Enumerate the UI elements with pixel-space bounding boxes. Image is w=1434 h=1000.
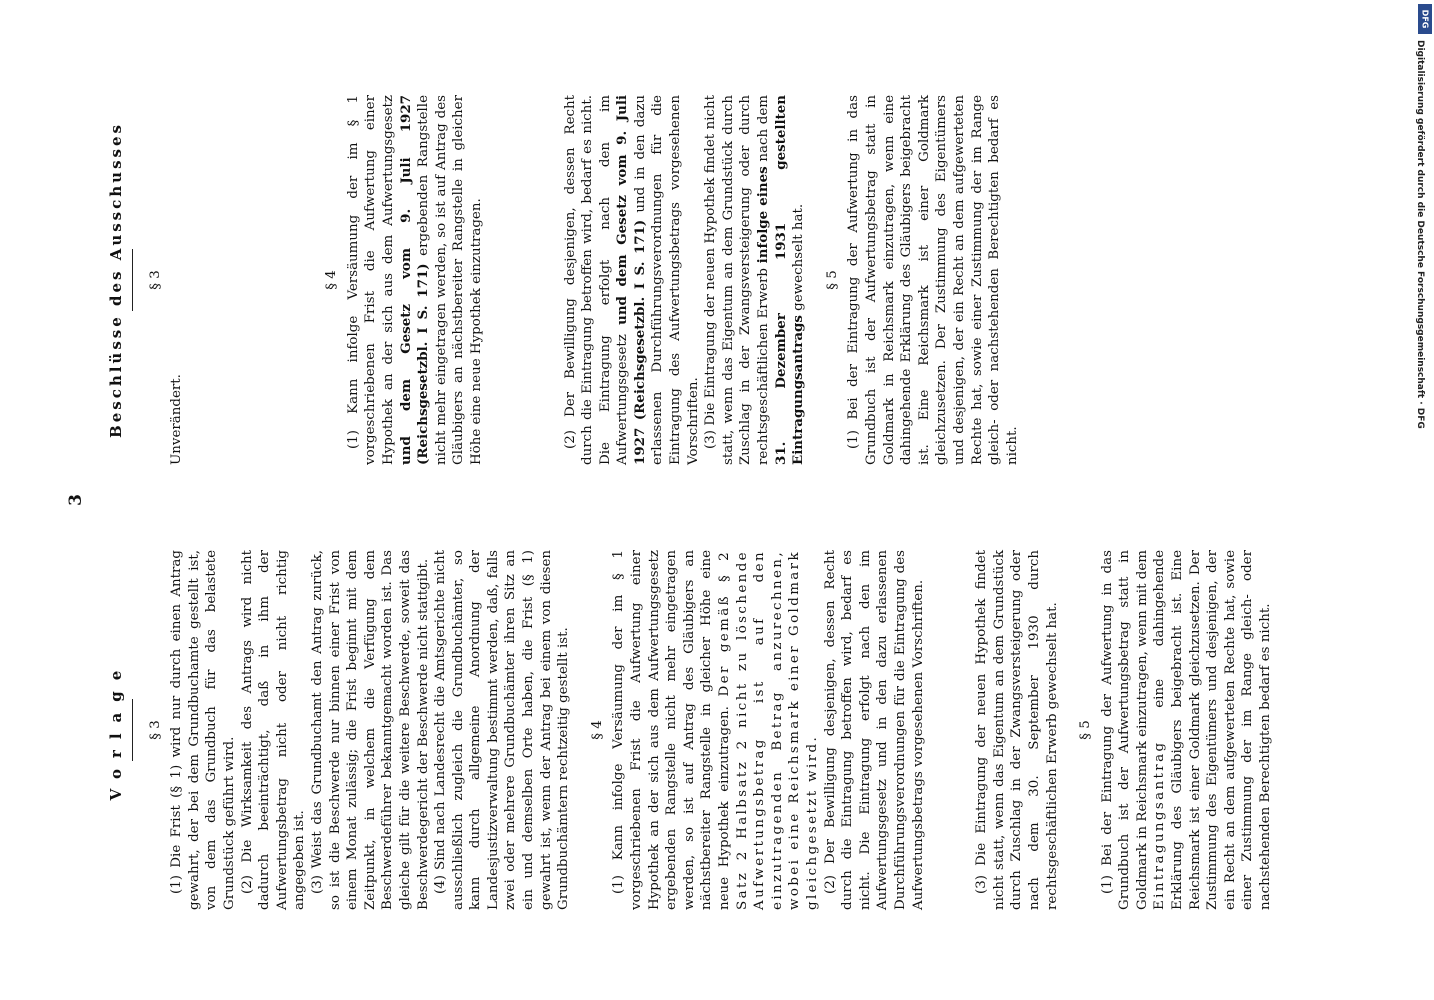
page-number: 3 [66, 494, 86, 506]
section-3-unchanged: Unverändert. [169, 374, 185, 465]
heading-rule [132, 249, 133, 311]
section-5-paragraph-1-text-a: (1) Bei der Eintragung der Aufwertung in das Grundbuch ist der Aufwertungsbetrag statt in Goldmark in Reichsmark einzutragen, wenn mit dem [1099, 550, 1150, 910]
section-4-paragraph-1-bold: und dem Gesetz vom 9. Juli 1927 (Reichsgesetzbl. I S. 171) [397, 95, 432, 465]
section-3-paragraph-3: (3) Weist das Grundbuchamt den Antrag zurück, so ist die Beschwerde nur binnen einer Frist von einem Monat zulässig; die Frist beginnt mit dem Zeitpunkt, in welchem die Verfügung dem Beschwerdeführer bekanntgemacht worden ist. Das gleiche gilt für die weitere Beschwerde, soweit das Beschwerdegericht der Beschwerde nicht stattgibt. [309, 550, 431, 910]
column-heading-vorlage: Vorlage [107, 659, 125, 801]
section-5-title: § 5 [824, 270, 840, 290]
section-4-paragraph-3-text-b: gewechselt hat. [791, 203, 807, 311]
digitization-credit-text: Digitalisierung gefördert durch die Deutsche Forschungsgemeinschaft · DFG [1415, 40, 1425, 429]
section-4-paragraph-1-text-b: ergebenden Rangstelle nicht mehr eingetragen werden, so ist auf Antrag des Gläubigers an nächstbereiter Rangstelle in gleicher Höhe eine neue Hypothek einzutragen. [416, 95, 484, 465]
section-5-paragraph-1: (1) Bei der Eintragung der Aufwertung in das Grundbuch ist der Aufwertungsbetrag statt in Goldmark in Reichsmark einzutragen, wenn eine dahingehende Erklärung des Gläubigers beigebracht ist. Eine Reichsmark ist einer Goldmark gleichzusetzen. Der Zustimmung des Eigentümers und desjenigen, der ein Recht an dem aufgewerteten Rechte hat, sowie einer Zustimmung der im Range gleich- oder nachstehenden Berechtigten bedarf es nicht. [846, 95, 1020, 465]
dfg-logo-text: DFG [1420, 9, 1430, 29]
section-4-paragraph-2 [562, 95, 703, 465]
section-5-title: § 5 [1078, 720, 1094, 740]
section-4-paragraph-3-text-mid: nach dem [756, 95, 772, 162]
dfg-logo-icon [1418, 4, 1432, 34]
column-heading-beschluesse: Beschlüsse des Ausschusses [107, 122, 125, 438]
section-4-paragraph-2: (2) Der Bewilligung desjenigen, dessen Recht durch die Eintragung betroffen wird, bedarf es nicht. Die Eintragung erfolgt nach den im Aufwertungsgesetz und in den dazu erlassenen Durchführungsverordnungen für die Eintragung des Aufwertungsbetrags vorgesehenen Vorschriften. [822, 550, 926, 910]
heading-rule [132, 699, 133, 761]
section-4-paragraph-1-text: (1) Kann infolge Versäumung der im § 1 vorgeschriebenen Frist die Aufwertung einer Hypothek an der sich aus dem Aufwertungsgesetz ergebenden Rangstelle nicht mehr eingetragen werden, so ist auf Antrag des Gläubigers an nächstbereiter Rangstelle in gleicher Höhe eine neue Hypothek einzutragen. [611, 550, 732, 910]
section-3-paragraph-4: (4) Sind nach Landesrecht die Amtsgerichte nicht ausschließlich zugleich die Grundbuchämter, so kann durch allgemeine Anordnung der Landesjustizverwaltung bestimmt werden, daß, falls zwei oder mehrere Grundbuchämter ihren Sitz an ein und demselben Orte haben, die Frist (§ 1) gewahrt ist, wenn der Antrag bei einem von diesen Grundbuchämtern rechtzeitig gestellt ist. [433, 550, 572, 910]
column-beschluesse [108, 95, 1021, 465]
section-4-paragraph-1 [610, 550, 821, 910]
column-vorlage [108, 550, 1275, 910]
section-3-paragraph-1: (1) Die Frist (§ 1) wird nur durch einen Antrag gewahrt, der bei dem Grundbuchamte gestellt ist, von dem das Grundbuch für das belastete Grundstück geführt wird. [169, 550, 237, 910]
section-3-paragraph-2: (2) Die Wirksamkeit des Antrags wird nicht dadurch beeinträchtigt, daß in ihm der Aufwertungsbetrag nicht oder nicht richtig angegeben ist. [239, 550, 308, 910]
section-4-paragraph-2-bold: und dem Gesetz vom 9. Juli 1927 (Reichsgesetzbl. I S. 171) [614, 95, 648, 465]
section-4-paragraph-3-bold-2: 31. Dezember 1931 gestellten Eintragungsantrags [772, 95, 807, 465]
section-4-paragraph-3 [702, 95, 808, 465]
section-4-paragraph-1-text-a: (1) Kann infolge Versäumung der im § 1 vorgeschriebenen Frist die Aufwertung einer Hypothek an der sich aus dem Aufwertungsgesetz [345, 95, 396, 465]
section-3-title: § 3 [147, 270, 163, 290]
section-4-paragraph-3-text-a: (3) Die Eintragung der neuen Hypothek findet nicht statt, wenn das Eigentum an dem Grundstück durch Zuschlag in der Zwangsversteigerung oder durch rechtsgeschäftlichen Erwerb [703, 95, 772, 465]
section-4-paragraph-1-spaced: Der gemäß § 2 Satz 2 Halbsatz 2 nicht zu löschende Aufwertungsbetrag ist auf den einzutragenden Betrag anzurechnen, wobei eine Reichsmark einer Goldmark gleichgesetzt wird. [717, 549, 820, 910]
section-4-paragraph-2-text-a: (2) Der Bewilligung desjenigen, dessen Recht durch die Eintragung betroffen wird, bedarf es nicht. Die Eintragung erfolgt nach den im Aufwertungsgesetz [562, 95, 631, 465]
section-5-paragraph-1 [1099, 550, 1275, 910]
section-5-paragraph-1-text-b: eine dahingehende Erklärung des Gläubigers beigebracht ist. Eine Reichsmark ist einer Goldmark gleichzusetzen. Der Zustimmung des Eigentümers und desjenigen, der ein Recht an dem aufgewerteten Rechte hat, sowie einer Zustimmung der im Range gleich- oder nachstehenden Berechtigten bedarf es nicht. [1152, 550, 1274, 910]
section-3-title: § 3 [147, 720, 163, 740]
section-4-title: § 4 [589, 720, 605, 740]
section-5-paragraph-1-spaced: Eintragungsantrag [1152, 740, 1168, 910]
section-4-paragraph-1 [345, 95, 486, 465]
section-4-title: § 4 [324, 270, 340, 290]
section-4-paragraph-3: (3) Die Eintragung der neuen Hypothek findet nicht statt, wenn das Eigentum an dem Grundstück durch Zuschlag in der Zwangsversteigerung oder nach dem 30. September 1930 durch rechtsgeschäftlichen Erwerb gewechselt hat. [974, 550, 1060, 910]
section-4-paragraph-3-bold-1: infolge eines [755, 166, 772, 264]
section-4-paragraph-2-text-b: und in den dazu erlassenen Durchführungsverordnungen für die Eintragung des Aufwertungsbetrags vorgesehenen Vorschriften. [632, 95, 701, 465]
digitization-credit [1415, 4, 1432, 429]
